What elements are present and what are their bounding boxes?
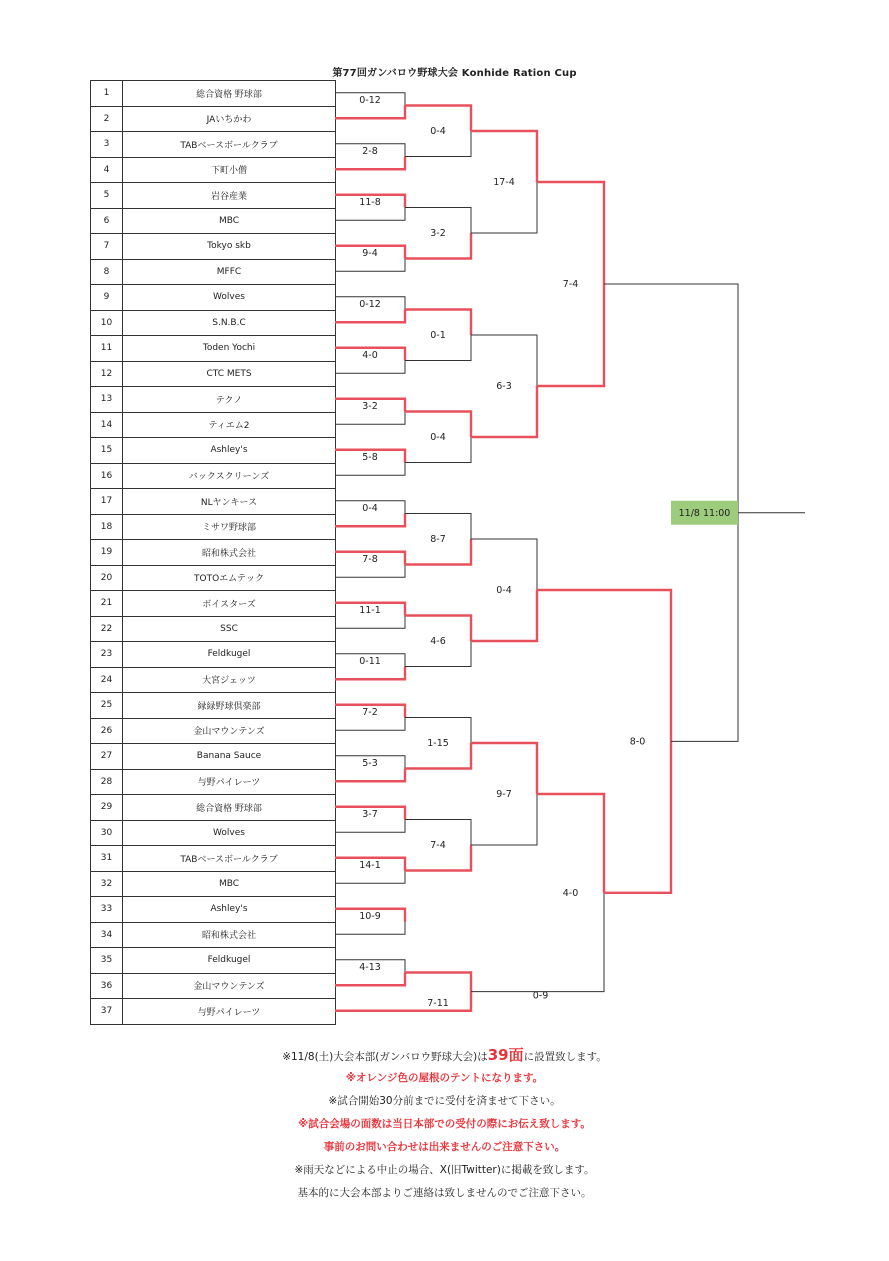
note-4: ※試合会場の面数は当日本部での受付の際にお伝え致します。 [298, 1118, 591, 1130]
bracket-line [604, 741, 671, 892]
team-name: テクノ [123, 387, 336, 413]
bracket-line [335, 871, 405, 884]
bracket-line [335, 820, 405, 833]
team-number: 34 [91, 922, 123, 948]
bracket-line [471, 539, 537, 590]
bracket-line [537, 284, 604, 386]
team-name: TABベースボールクラブ [123, 846, 336, 872]
match-score: 5-3 [362, 757, 378, 769]
final-match-time: 11/8 11:00 [678, 508, 731, 520]
team-name: JAいちかわ [123, 106, 336, 132]
team-name: 昭和株式会社 [123, 540, 336, 566]
team-name: 総合資格 野球部 [123, 81, 336, 107]
team-number: 12 [91, 361, 123, 387]
bracket-line [335, 310, 405, 323]
team-name: Wolves [123, 285, 336, 311]
team-number: 31 [91, 846, 123, 872]
team-number: 2 [91, 106, 123, 132]
team-number: 7 [91, 234, 123, 260]
bracket-line [471, 893, 604, 992]
bracket-line [537, 182, 604, 284]
bracket-line [335, 973, 405, 986]
match-score: 6-3 [496, 381, 512, 392]
bracket-line [335, 922, 405, 935]
team-name: MBC [123, 871, 336, 897]
team-name: Banana Sauce [123, 744, 336, 770]
team-name: 縁緑野球倶楽部 [123, 693, 336, 719]
match-score: 14-1 [359, 859, 381, 871]
team-number: 17 [91, 489, 123, 515]
bracket-line [335, 992, 471, 1011]
match-score: 7-8 [362, 553, 378, 565]
team-name: 金山マウンテンズ [123, 718, 336, 744]
team-number: 15 [91, 438, 123, 464]
team-number: 5 [91, 183, 123, 209]
team-number: 32 [91, 871, 123, 897]
match-score: 11-8 [359, 196, 381, 208]
team-number: 21 [91, 591, 123, 617]
bracket-line [471, 182, 537, 233]
match-score: 0-12 [359, 298, 381, 310]
bracket-line [335, 412, 405, 425]
note-2: ※オレンジ色の屋根のテントになります。 [345, 1072, 544, 1084]
team-name: Feldkugel [123, 948, 336, 974]
note-1-text: ※11/8(土)大会本部(ガンバロウ野球大会)は [282, 1051, 488, 1063]
bracket-line [335, 667, 405, 680]
note-1-tail: に設置致します。 [523, 1051, 607, 1063]
note-6: ※雨天などによる中止の場合、X(旧Twitter)に掲載を致します。 [294, 1164, 595, 1176]
team-number: 29 [91, 795, 123, 821]
team-name: 昭和株式会社 [123, 922, 336, 948]
match-score: 8-0 [629, 736, 646, 748]
team-number: 6 [91, 208, 123, 234]
match-score: 4-6 [430, 636, 446, 647]
team-name: バックスクリーンズ [123, 463, 336, 489]
team-name: ボイスターズ [123, 591, 336, 617]
team-number: 37 [91, 999, 123, 1025]
team-name: ミサワ野球部 [123, 514, 336, 540]
team-name: 金山マウンテンズ [123, 973, 336, 999]
bracket-line [604, 284, 738, 513]
match-score: 7-4 [562, 279, 579, 290]
team-name: 与野パイレーツ [123, 769, 336, 795]
court-count: 39面 [487, 1046, 524, 1064]
team-number: 24 [91, 667, 123, 693]
bracket-line [335, 565, 405, 578]
team-name: ティエム2 [123, 412, 336, 438]
match-score: 3-2 [362, 400, 378, 412]
team-number: 33 [91, 897, 123, 923]
team-name: 大宮ジェッツ [123, 667, 336, 693]
team-name: Feldkugel [123, 642, 336, 668]
team-number: 28 [91, 769, 123, 795]
match-score: 11-1 [359, 604, 381, 616]
team-name: S.N.B.C [123, 310, 336, 336]
match-score: 4-0 [362, 349, 378, 361]
bracket-line [471, 386, 537, 437]
bracket-line [471, 794, 537, 845]
notes [0, 1044, 889, 1205]
team-number: 16 [91, 463, 123, 489]
page-title: 第77回ガンバロウ野球大会 Konhide Ration Cup [332, 68, 577, 79]
bracket-line [537, 590, 671, 741]
team-number: 13 [91, 387, 123, 413]
team-name: Wolves [123, 820, 336, 846]
match-score: 5-8 [362, 451, 378, 463]
team-number: 27 [91, 744, 123, 770]
team-name: CTC METS [123, 361, 336, 387]
match-score: 4-13 [359, 961, 381, 973]
match-score: 7-4 [430, 840, 446, 851]
team-number: 3 [91, 132, 123, 158]
team-name: SSC [123, 616, 336, 642]
match-score: 3-2 [430, 228, 446, 239]
bracket-line [335, 157, 405, 170]
match-score: 0-4 [430, 126, 446, 137]
match-score: 9-7 [496, 789, 512, 800]
bracket-line [471, 131, 537, 182]
team-number: 36 [91, 973, 123, 999]
team-number: 10 [91, 310, 123, 336]
match-score: 2-8 [362, 145, 378, 157]
team-number: 4 [91, 157, 123, 183]
team-name: TABベースボールクラブ [123, 132, 336, 158]
team-name: Ashley's [123, 897, 336, 923]
team-name: MBC [123, 208, 336, 234]
team-number: 8 [91, 259, 123, 285]
team-name: 総合資格 野球部 [123, 795, 336, 821]
bracket-line [335, 106, 405, 119]
team-number: 30 [91, 820, 123, 846]
team-name: Toden Yochi [123, 336, 336, 362]
match-score: 3-7 [362, 808, 378, 820]
note-3: ※試合開始30分前までに受付を済ませて下さい。 [328, 1095, 561, 1107]
team-number: 19 [91, 540, 123, 566]
note-7: 基本的に大会本部よりご連絡は致しませんのでご注意下さい。 [297, 1187, 592, 1199]
team-name: NLヤンキース [123, 489, 336, 515]
bracket-line [537, 794, 604, 893]
match-score: 0-1 [430, 330, 446, 341]
match-score: 10-9 [359, 910, 381, 922]
bracket-line [471, 335, 537, 386]
match-score: 7-2 [362, 706, 378, 718]
bracket-line [335, 514, 405, 527]
match-score: 9-4 [362, 247, 378, 259]
note-5: 事前のお問い合わせは出来ませんのご注意下さい。 [323, 1141, 566, 1153]
match-score: 0-12 [359, 94, 381, 106]
bracket-line [335, 361, 405, 374]
match-score: 7-11 [427, 997, 449, 1009]
match-score: 0-4 [430, 432, 446, 443]
bracket-line [405, 973, 471, 992]
team-name: MFFC [123, 259, 336, 285]
match-score: 1-15 [427, 738, 449, 749]
match-score: 0-11 [359, 655, 381, 667]
team-number: 18 [91, 514, 123, 540]
bracket-line [671, 513, 738, 742]
team-number: 25 [91, 693, 123, 719]
match-score: 17-4 [493, 177, 515, 188]
team-number: 14 [91, 412, 123, 438]
team-number: 9 [91, 285, 123, 311]
bracket-line [335, 616, 405, 629]
team-name: TOTOエムテック [123, 565, 336, 591]
team-number: 11 [91, 336, 123, 362]
bracket-line [335, 718, 405, 731]
match-score: 8-7 [430, 534, 446, 545]
team-name: 下町小僧 [123, 157, 336, 183]
team-number: 26 [91, 718, 123, 744]
team-number: 22 [91, 616, 123, 642]
team-name: Tokyo skb [123, 234, 336, 260]
team-name: Ashley's [123, 438, 336, 464]
team-name: 与野パイレーツ [123, 999, 336, 1025]
bracket-line [471, 743, 537, 794]
bracket-line [471, 590, 537, 641]
team-number: 35 [91, 948, 123, 974]
match-score: 0-4 [496, 585, 512, 596]
bracket-line [335, 259, 405, 272]
team-number: 23 [91, 642, 123, 668]
match-score: 0-4 [362, 502, 378, 514]
match-score: 0-9 [532, 990, 549, 1002]
team-number: 20 [91, 565, 123, 591]
team-number: 1 [91, 81, 123, 107]
note-1 [0, 1044, 889, 1067]
bracket-line [335, 769, 405, 782]
match-score: 4-0 [562, 887, 579, 899]
bracket-line [335, 208, 405, 221]
bracket-line [335, 463, 405, 476]
team-name: 岩谷産業 [123, 183, 336, 209]
